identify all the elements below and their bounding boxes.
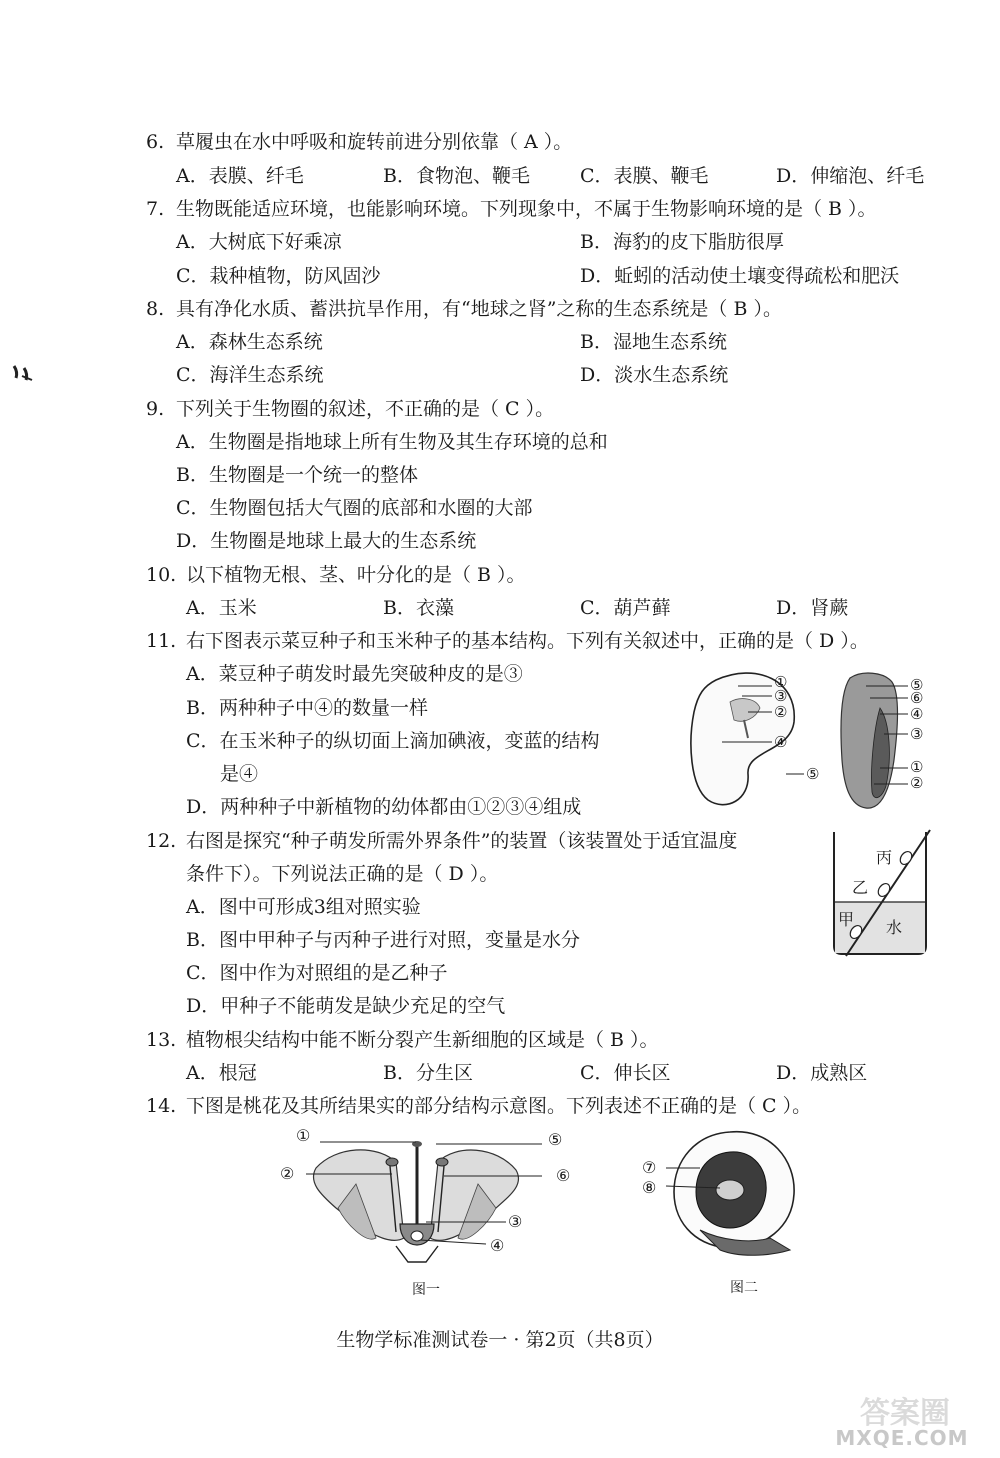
option-c: C．海洋生态系统	[176, 364, 324, 386]
question-stem-continued: 条件下）。下列说法正确的是（ D ）。	[186, 863, 499, 885]
watermark-logo-text: 答案圈	[860, 1396, 950, 1431]
option-a: A．大树底下好乘凉	[176, 231, 342, 253]
question-number: 7.	[146, 198, 165, 220]
option-c: C．伸长区	[580, 1062, 671, 1084]
watermark	[812, 1388, 992, 1452]
option-d: D．蚯蚓的活动使土壤变得疏松和肥沃	[580, 265, 900, 287]
bean-label-3: ③	[774, 687, 788, 705]
question-stem: 以下植物无根、茎、叶分化的是（ B ）。	[186, 564, 526, 586]
question-number: 11.	[146, 630, 177, 652]
option-b: B．两种种子中④的数量一样	[186, 697, 428, 719]
corn-label-3: ③	[910, 725, 924, 743]
flower-label-3: ③	[508, 1212, 523, 1231]
page-footer: 生物学标准测试卷一 · 第2页（共8页）	[336, 1329, 664, 1351]
watermark-url: MXQE.COM	[835, 1426, 969, 1450]
question-stem: 草履虫在水中呼吸和旋转前进分别依靠（ A ）。	[176, 131, 573, 153]
bean-label-4: ④	[774, 733, 788, 751]
question-number: 6.	[146, 131, 165, 153]
seed-label-yi: 乙	[852, 878, 869, 897]
option-c: C．葫芦藓	[580, 597, 671, 619]
option-d: D．肾蕨	[776, 597, 849, 619]
question-stem: 具有净化水质、蓄洪抗旱作用，有“地球之肾”之称的生态系统是（ B ）。	[176, 298, 782, 320]
flower-label-4: ④	[490, 1236, 505, 1255]
figure-1-caption: 图一	[412, 1282, 440, 1298]
flower-label-1: ①	[296, 1126, 311, 1145]
option-b: B．图中甲种子与丙种子进行对照，变量是水分	[186, 929, 580, 951]
question-number: 12.	[146, 830, 177, 852]
option-a: A．玉米	[186, 597, 257, 619]
question-stem: 生物既能适应环境，也能影响环境。下列现象中，不属于生物影响环境的是（ B ）。	[176, 198, 877, 220]
question-number: 8.	[146, 298, 165, 320]
corn-label-6: ⑥	[910, 689, 924, 707]
corn-label-4: ④	[910, 705, 924, 723]
option-c: C．栽种植物，防风固沙	[176, 265, 381, 287]
option-a: A．生物圈是指地球上所有生物及其生存环境的总和	[176, 431, 608, 453]
question-stem: 右下图表示菜豆种子和玉米种子的基本结构。下列有关叙述中，正确的是（ D ）。	[186, 630, 869, 652]
option-d: D．淡水生态系统	[580, 364, 729, 386]
option-b: B．食物泡、鞭毛	[383, 165, 530, 187]
question-number: 13.	[146, 1029, 177, 1051]
option-d: D．甲种子不能萌发是缺少充足的空气	[186, 995, 506, 1017]
water-label: 水	[886, 918, 903, 937]
peach-flower-diagram	[296, 1128, 556, 1268]
flower-label-6: ⑥	[556, 1166, 571, 1185]
option-c: C．图中作为对照组的是乙种子	[186, 962, 448, 984]
bean-label-5: ⑤	[806, 765, 820, 783]
flower-label-2: ②	[280, 1164, 295, 1183]
option-d: D．两种种子中新植物的幼体都由①②③④组成	[186, 796, 582, 818]
option-d: D．成熟区	[776, 1062, 868, 1084]
seed-label-jia: 甲	[838, 910, 855, 929]
bean-label-1: ①	[774, 673, 788, 691]
option-a: A．森林生态系统	[176, 331, 323, 353]
option-d: D．生物圈是地球上最大的生态系统	[176, 530, 477, 552]
option-b: B．海豹的皮下脂肪很厚	[580, 231, 784, 253]
option-a: A．图中可形成3组对照实验	[186, 896, 421, 918]
binding-mark	[8, 358, 38, 388]
option-a: A．菜豆种子萌发时最先突破种皮的是③	[186, 663, 523, 685]
option-a: A．表膜、纤毛	[176, 165, 304, 187]
option-b: B．分生区	[383, 1062, 473, 1084]
fruit-label-7: ⑦	[642, 1158, 657, 1177]
flower-label-5: ⑤	[548, 1130, 563, 1149]
question-stem: 右图是探究“种子萌发所需外界条件”的装置（该装置处于适宜温度	[186, 830, 738, 852]
fruit-label-8: ⑧	[642, 1178, 657, 1197]
seed-label-bing: 丙	[876, 848, 893, 867]
option-b: B．湿地生态系统	[580, 331, 727, 353]
option-d: D．伸缩泡、纤毛	[776, 165, 925, 187]
peach-fruit-diagram	[640, 1124, 810, 1264]
question-number: 10.	[146, 564, 177, 586]
corn-label-2: ②	[910, 774, 924, 792]
bean-label-2: ②	[774, 703, 788, 721]
question-number: 9.	[146, 398, 165, 420]
question-stem: 植物根尖结构中能不断分裂产生新细胞的区域是（ B ）。	[186, 1029, 659, 1051]
option-c: C．表膜、鞭毛	[580, 165, 709, 187]
option-c: C．生物圈包括大气圈的底部和水圈的大部	[176, 497, 533, 519]
question-stem: 下图是桃花及其所结果实的部分结构示意图。下列表述不正确的是（ C ）。	[186, 1095, 812, 1117]
corn-label-1: ①	[910, 758, 924, 776]
corn-seed-diagram	[836, 668, 916, 818]
corn-label-5: ⑤	[910, 676, 924, 694]
option-c: C．在玉米种子的纵切面上滴加碘液，变蓝的结构	[186, 730, 600, 752]
option-a: A．根冠	[186, 1062, 257, 1084]
option-b: B．生物圈是一个统一的整体	[176, 464, 418, 486]
question-number: 14.	[146, 1095, 177, 1117]
question-stem: 下列关于生物圈的叙述，不正确的是（ C ）。	[176, 398, 555, 420]
option-c-continued: 是④	[220, 763, 259, 785]
figure-2-caption: 图二	[730, 1280, 758, 1296]
option-b: B．衣藻	[383, 597, 454, 619]
bean-seed-diagram	[686, 662, 826, 822]
